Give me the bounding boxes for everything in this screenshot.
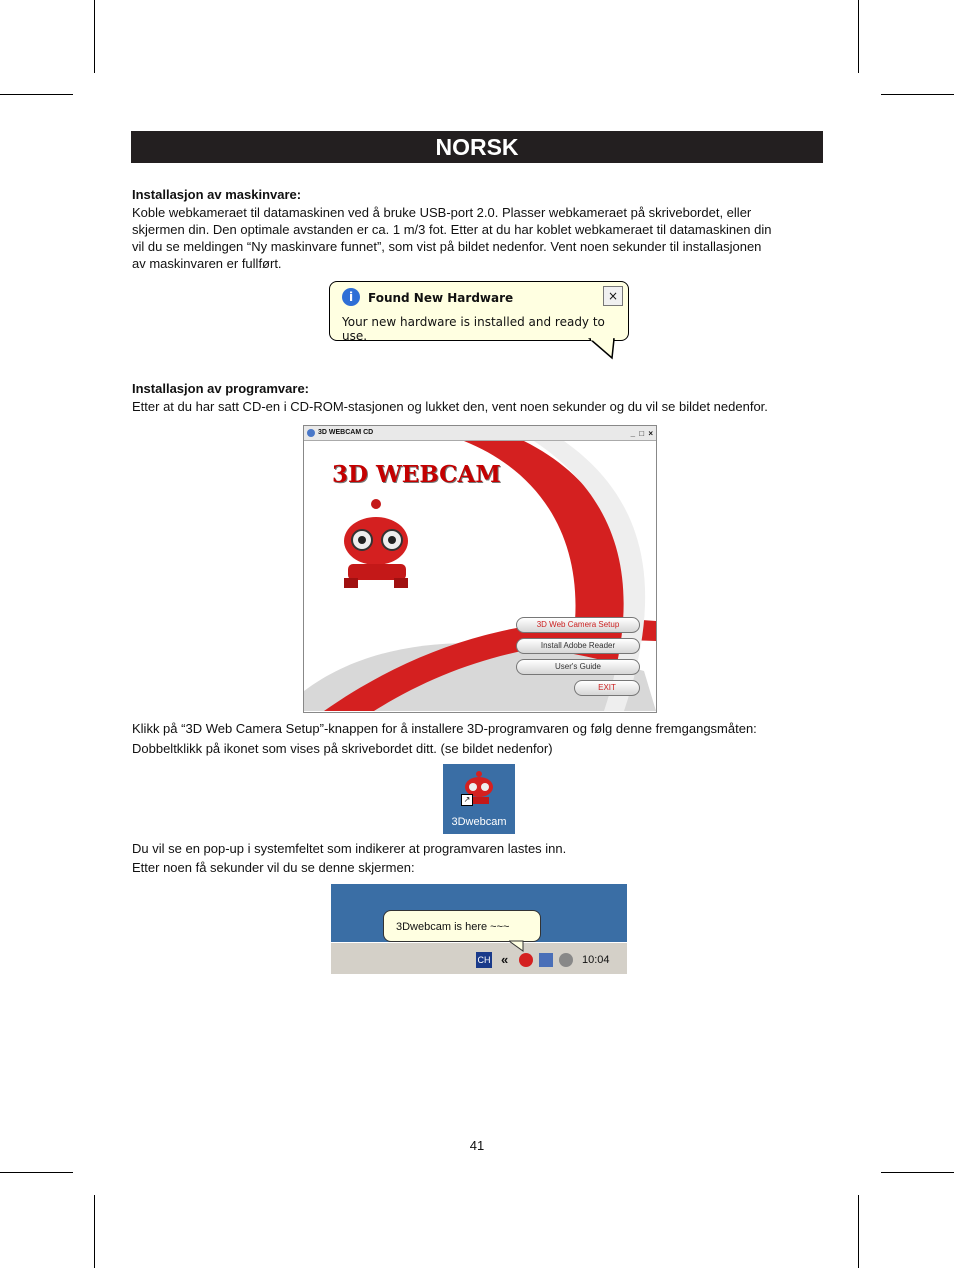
- window-titlebar: [304, 426, 656, 441]
- crop-mark: [858, 1195, 859, 1268]
- info-icon: i: [342, 288, 360, 306]
- webcam-cd-window: [303, 425, 657, 713]
- crop-mark: [881, 94, 954, 95]
- text-line: Koble webkameraet til datamaskinen ved å bruke USB-port 2.0. Plasser webkameraet på skrivebordet, eller: [132, 205, 752, 220]
- webcam-tray-icon[interactable]: [519, 953, 533, 967]
- crop-mark: [0, 94, 73, 95]
- desktop-3dwebcam-icon[interactable]: [443, 764, 515, 834]
- popup-note: Du vil se en pop-up i systemfeltet som indikerer at programvaren lastes inn.: [132, 841, 567, 856]
- page-header: NORSK: [131, 131, 823, 163]
- tray-clock: 10:04: [582, 954, 610, 966]
- tray-tooltip: 3Dwebcam is here ~~~: [383, 910, 541, 942]
- window-title: 3D WEBCAM CD: [318, 429, 374, 436]
- section-heading-software: Installasjon av programvare:: [132, 381, 310, 396]
- users-guide-button[interactable]: User's Guide: [516, 659, 640, 675]
- app-icon: [307, 429, 315, 437]
- hardware-paragraph: [132, 204, 827, 272]
- software-paragraph: Etter at du har satt CD-en i CD-ROM-stasjonen og lukket den, vent noen sekunder og du vil se bildet nedenfor.: [132, 399, 768, 414]
- balloon-tail: [588, 336, 618, 360]
- crop-mark: [881, 1172, 954, 1173]
- wait-note: Etter noen få sekunder vil du se denne skjermen:: [132, 860, 415, 875]
- system-tray-screenshot: [331, 884, 627, 974]
- balloon-title: Found New Hardware: [368, 291, 514, 305]
- exit-button[interactable]: EXIT: [574, 680, 640, 696]
- found-hardware-balloon: [329, 281, 629, 341]
- close-icon[interactable]: ×: [603, 286, 623, 306]
- crop-mark: [858, 0, 859, 73]
- section-heading-hardware: Installasjon av maskinvare:: [132, 187, 302, 202]
- volume-tray-icon[interactable]: [559, 953, 573, 967]
- text-line: av maskinvaren er fullført.: [132, 256, 282, 271]
- crop-mark: [94, 0, 95, 73]
- desktop-icon-label: 3Dwebcam: [451, 816, 507, 828]
- network-tray-icon[interactable]: [539, 953, 553, 967]
- shortcut-arrow-icon: ↗: [461, 794, 473, 806]
- text-line: skjermen din. Den optimale avstanden er ca. 1 m/3 fot. Etter at du har koblet webkameraet til datamaskinen din: [132, 222, 772, 237]
- setup-instruction: Klikk på “3D Web Camera Setup”-knappen for å installere 3D-programvaren og følg denne fremgangsmåten:: [132, 721, 757, 736]
- balloon-message: Your new hardware is installed and ready to use.: [342, 315, 605, 343]
- page-number: 41: [469, 1138, 485, 1153]
- crop-mark: [0, 1172, 73, 1173]
- doubleclick-instruction: Dobbeltklikk på ikonet som vises på skrivebordet ditt. (se bildet nedenfor): [132, 741, 553, 756]
- webcam-logo: 3D WEBCAM: [332, 461, 501, 488]
- crop-mark: [94, 1195, 95, 1268]
- setup-button[interactable]: 3D Web Camera Setup: [516, 617, 640, 633]
- install-adobe-button[interactable]: Install Adobe Reader: [516, 638, 640, 654]
- tray-expand-chevron[interactable]: «: [501, 952, 509, 967]
- tooltip-tail: [509, 940, 525, 952]
- language-indicator[interactable]: CH: [476, 952, 492, 968]
- text-line: vil du se meldingen “Ny maskinvare funnet”, som vist på bildet nedenfor. Vent noen sekunder til installasjonen: [132, 239, 762, 254]
- webcam-mascot: [336, 496, 421, 591]
- window-controls[interactable]: _ □ ×: [630, 429, 654, 438]
